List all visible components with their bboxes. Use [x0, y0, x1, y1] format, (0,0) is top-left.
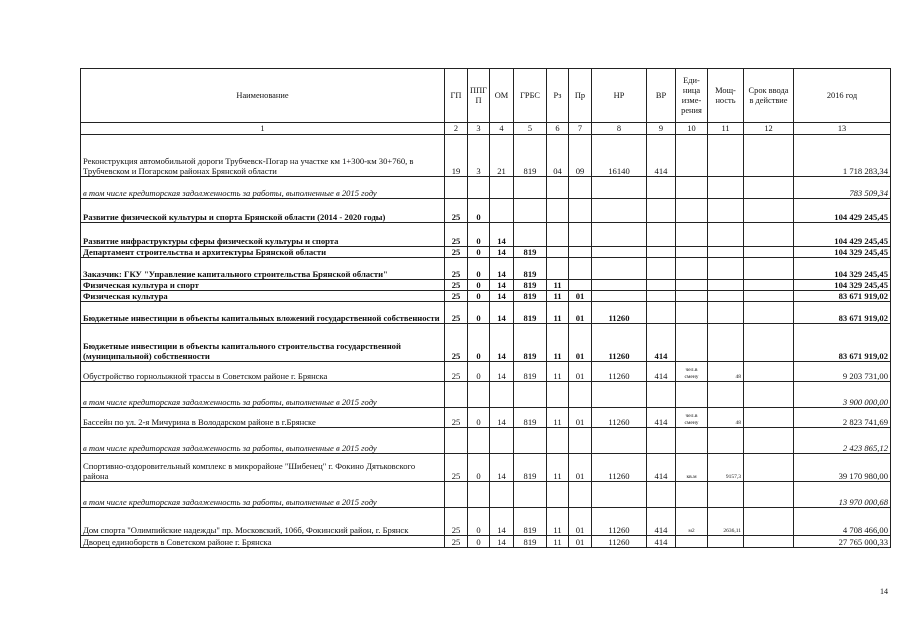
row-name: Бюджетные инвестиции в объекты капитальных вложений государственной собственности	[81, 302, 445, 324]
header-nr: НР	[592, 69, 647, 123]
row-pr	[569, 223, 592, 247]
row-power: 48	[708, 362, 744, 382]
row-om	[490, 199, 514, 223]
header-row	[81, 69, 891, 123]
row-pr: 09	[569, 135, 592, 177]
row-rz: 11	[547, 302, 569, 324]
colnum: 10	[676, 123, 708, 135]
table-row	[81, 324, 891, 362]
row-power	[708, 291, 744, 302]
row-term	[744, 408, 794, 428]
row-unit: чел.в смену	[676, 362, 708, 382]
header-term: Срок ввода в действие	[744, 69, 794, 123]
row-name: в том числе кредиторская задолженность за работы, выполненные в 2015 году	[81, 428, 445, 454]
row-grbs: 819	[514, 247, 547, 258]
row-nr	[592, 223, 647, 247]
table-row	[81, 291, 891, 302]
header-vr: ВР	[647, 69, 676, 123]
row-nr	[592, 258, 647, 280]
row-gp	[445, 382, 468, 408]
colnum: 11	[708, 123, 744, 135]
row-grbs: 819	[514, 280, 547, 291]
row-gp: 25	[445, 362, 468, 382]
row-grbs: 819	[514, 408, 547, 428]
row-nr: 11260	[592, 454, 647, 482]
row-pr: 01	[569, 324, 592, 362]
row-ppgp: 0	[468, 199, 490, 223]
row-power	[708, 177, 744, 199]
table-row	[81, 454, 891, 482]
table-row	[81, 362, 891, 382]
row-gp: 25	[445, 258, 468, 280]
row-gp: 25	[445, 536, 468, 548]
row-name: Физическая культура и спорт	[81, 280, 445, 291]
row-2016: 2 423 865,12	[794, 428, 891, 454]
row-power	[708, 428, 744, 454]
row-gp: 25	[445, 223, 468, 247]
colnum: 7	[569, 123, 592, 135]
row-vr	[647, 482, 676, 508]
row-name: Дом спорта "Олимпийские надежды" пр. Московский, 106б, Фокинский район, г. Брянск	[81, 508, 445, 536]
header-power: Мощ- ность	[708, 69, 744, 123]
row-grbs	[514, 177, 547, 199]
row-power	[708, 135, 744, 177]
row-om: 14	[490, 258, 514, 280]
row-nr: 11260	[592, 362, 647, 382]
row-vr	[647, 291, 676, 302]
row-vr	[647, 428, 676, 454]
row-nr	[592, 482, 647, 508]
table-row	[81, 247, 891, 258]
row-term	[744, 536, 794, 548]
row-ppgp	[468, 482, 490, 508]
row-nr: 11260	[592, 324, 647, 362]
table-row	[81, 280, 891, 291]
row-gp: 25	[445, 280, 468, 291]
row-term	[744, 247, 794, 258]
row-power: 2636,11	[708, 508, 744, 536]
header-unit: Еди- ница изме- рения	[676, 69, 708, 123]
row-power	[708, 280, 744, 291]
row-pr	[569, 199, 592, 223]
row-pr	[569, 280, 592, 291]
row-nr: 11260	[592, 408, 647, 428]
row-vr	[647, 223, 676, 247]
row-unit: м2	[676, 508, 708, 536]
row-2016: 2 823 741,69	[794, 408, 891, 428]
row-2016: 83 671 919,02	[794, 302, 891, 324]
row-ppgp	[468, 382, 490, 408]
row-term	[744, 454, 794, 482]
row-term	[744, 177, 794, 199]
row-om	[490, 482, 514, 508]
row-om: 14	[490, 324, 514, 362]
row-unit	[676, 258, 708, 280]
row-2016: 104 429 245,45	[794, 223, 891, 247]
row-vr	[647, 247, 676, 258]
row-gp	[445, 177, 468, 199]
row-gp: 25	[445, 508, 468, 536]
row-gp: 25	[445, 247, 468, 258]
row-term	[744, 135, 794, 177]
row-term	[744, 382, 794, 408]
row-unit	[676, 536, 708, 548]
row-name: Реконструкция автомобильной дороги Трубчевск-Погар на участке км 1+300-км 30+760, в Трубчевском и Погарском районах Брянской области	[81, 135, 445, 177]
row-om: 21	[490, 135, 514, 177]
header-gp: ГП	[445, 69, 468, 123]
row-nr	[592, 280, 647, 291]
row-pr: 01	[569, 291, 592, 302]
budget-table	[80, 68, 891, 548]
row-pr: 01	[569, 454, 592, 482]
table-row	[81, 382, 891, 408]
table-row	[81, 428, 891, 454]
table-row	[81, 135, 891, 177]
row-2016: 104 329 245,45	[794, 247, 891, 258]
row-om: 14	[490, 362, 514, 382]
table-row	[81, 258, 891, 280]
row-term	[744, 258, 794, 280]
row-ppgp: 3	[468, 135, 490, 177]
row-rz	[547, 223, 569, 247]
row-grbs: 819	[514, 258, 547, 280]
row-name: в том числе кредиторская задолженность за работы, выполненные в 2015 году	[81, 482, 445, 508]
row-vr: 414	[647, 408, 676, 428]
row-rz: 11	[547, 536, 569, 548]
row-gp: 25	[445, 408, 468, 428]
row-unit	[676, 482, 708, 508]
row-unit	[676, 302, 708, 324]
row-grbs	[514, 428, 547, 454]
row-om: 14	[490, 223, 514, 247]
row-2016: 104 329 245,45	[794, 258, 891, 280]
table-row	[81, 408, 891, 428]
row-vr: 414	[647, 454, 676, 482]
row-vr	[647, 177, 676, 199]
row-pr: 01	[569, 362, 592, 382]
row-2016: 1 718 283,34	[794, 135, 891, 177]
row-gp	[445, 482, 468, 508]
row-term	[744, 428, 794, 454]
row-2016: 27 765 000,33	[794, 536, 891, 548]
row-power	[708, 324, 744, 362]
row-name: Развитие инфраструктуры сферы физической культуры и спорта	[81, 223, 445, 247]
row-rz	[547, 382, 569, 408]
row-nr: 11260	[592, 302, 647, 324]
budget-table-sheet	[80, 68, 891, 548]
row-ppgp: 0	[468, 362, 490, 382]
row-term	[744, 280, 794, 291]
row-unit	[676, 135, 708, 177]
row-ppgp: 0	[468, 302, 490, 324]
row-power	[708, 302, 744, 324]
row-unit	[676, 199, 708, 223]
row-vr: 414	[647, 508, 676, 536]
budget-table-body	[81, 135, 891, 548]
row-grbs: 819	[514, 302, 547, 324]
row-nr	[592, 291, 647, 302]
row-power: 9157,3	[708, 454, 744, 482]
row-unit	[676, 291, 708, 302]
row-vr	[647, 280, 676, 291]
row-term	[744, 362, 794, 382]
row-grbs: 819	[514, 362, 547, 382]
row-vr	[647, 258, 676, 280]
row-grbs: 819	[514, 291, 547, 302]
colnum: 6	[547, 123, 569, 135]
row-ppgp: 0	[468, 536, 490, 548]
row-grbs: 819	[514, 324, 547, 362]
header-grbs: ГРБС	[514, 69, 547, 123]
row-rz	[547, 258, 569, 280]
row-pr	[569, 382, 592, 408]
row-nr	[592, 247, 647, 258]
row-om: 14	[490, 536, 514, 548]
row-unit	[676, 177, 708, 199]
header-2016: 2016 год	[794, 69, 891, 123]
row-2016: 4 708 466,00	[794, 508, 891, 536]
row-name: Дворец единоборств в Советском районе г. Брянска	[81, 536, 445, 548]
row-nr	[592, 382, 647, 408]
row-pr: 01	[569, 536, 592, 548]
row-grbs	[514, 223, 547, 247]
row-nr: 11260	[592, 536, 647, 548]
row-grbs: 819	[514, 135, 547, 177]
row-power: 48	[708, 408, 744, 428]
page-number: 14	[880, 587, 888, 596]
colnum: 13	[794, 123, 891, 135]
row-name: Департамент строительства и архитектуры Брянской области	[81, 247, 445, 258]
row-gp: 19	[445, 135, 468, 177]
row-power	[708, 482, 744, 508]
row-om: 14	[490, 408, 514, 428]
row-rz	[547, 199, 569, 223]
row-unit	[676, 382, 708, 408]
row-ppgp: 0	[468, 508, 490, 536]
row-name: в том числе кредиторская задолженность за работы, выполненные в 2015 году	[81, 177, 445, 199]
row-power	[708, 247, 744, 258]
header-pr: Пр	[569, 69, 592, 123]
row-2016: 39 170 980,00	[794, 454, 891, 482]
row-gp: 25	[445, 454, 468, 482]
row-rz: 11	[547, 408, 569, 428]
header-om: ОМ	[490, 69, 514, 123]
row-ppgp: 0	[468, 454, 490, 482]
colnum: 4	[490, 123, 514, 135]
table-row	[81, 482, 891, 508]
row-nr: 11260	[592, 508, 647, 536]
row-grbs: 819	[514, 508, 547, 536]
row-pr	[569, 247, 592, 258]
row-ppgp	[468, 177, 490, 199]
row-2016: 3 900 000,00	[794, 382, 891, 408]
row-rz	[547, 177, 569, 199]
row-2016: 9 203 731,00	[794, 362, 891, 382]
row-nr	[592, 199, 647, 223]
row-name: Обустройство горнолыжной трассы в Советском районе г. Брянска	[81, 362, 445, 382]
row-gp: 25	[445, 302, 468, 324]
row-term	[744, 508, 794, 536]
row-vr	[647, 382, 676, 408]
colnum: 9	[647, 123, 676, 135]
row-rz: 11	[547, 508, 569, 536]
row-power	[708, 382, 744, 408]
row-pr: 01	[569, 408, 592, 428]
row-rz: 11	[547, 362, 569, 382]
row-2016: 104 429 245,45	[794, 199, 891, 223]
colnum: 1	[81, 123, 445, 135]
row-name: Физическая культура	[81, 291, 445, 302]
row-term	[744, 302, 794, 324]
row-term	[744, 291, 794, 302]
row-term	[744, 482, 794, 508]
table-row	[81, 302, 891, 324]
row-om: 14	[490, 280, 514, 291]
row-unit: кв.м	[676, 454, 708, 482]
row-ppgp: 0	[468, 223, 490, 247]
row-unit	[676, 247, 708, 258]
row-unit	[676, 223, 708, 247]
row-vr	[647, 199, 676, 223]
row-2016: 83 671 919,02	[794, 291, 891, 302]
row-power	[708, 258, 744, 280]
row-unit	[676, 324, 708, 362]
row-rz	[547, 247, 569, 258]
row-term	[744, 223, 794, 247]
table-row	[81, 536, 891, 548]
colnum: 3	[468, 123, 490, 135]
row-pr	[569, 428, 592, 454]
row-ppgp: 0	[468, 324, 490, 362]
row-om: 14	[490, 508, 514, 536]
row-pr	[569, 258, 592, 280]
row-ppgp: 0	[468, 280, 490, 291]
row-ppgp	[468, 428, 490, 454]
row-nr	[592, 428, 647, 454]
row-pr: 01	[569, 508, 592, 536]
row-vr	[647, 302, 676, 324]
row-power	[708, 536, 744, 548]
row-ppgp: 0	[468, 247, 490, 258]
row-name: Бюджетные инвестиции в объекты капитального строительства государственной (муниципальной) собственности	[81, 324, 445, 362]
row-rz: 11	[547, 454, 569, 482]
row-unit: чел.в смену	[676, 408, 708, 428]
row-name: Заказчик: ГКУ "Управление капитального строительства Брянской области"	[81, 258, 445, 280]
header-name: Наименование	[81, 69, 445, 123]
row-term	[744, 324, 794, 362]
table-row	[81, 199, 891, 223]
row-om	[490, 177, 514, 199]
row-nr: 16140	[592, 135, 647, 177]
row-grbs: 819	[514, 536, 547, 548]
row-om	[490, 382, 514, 408]
row-grbs: 819	[514, 454, 547, 482]
row-om: 14	[490, 302, 514, 324]
row-ppgp: 0	[468, 408, 490, 428]
row-pr: 01	[569, 302, 592, 324]
row-gp	[445, 428, 468, 454]
colnum: 12	[744, 123, 794, 135]
row-2016: 104 329 245,45	[794, 280, 891, 291]
row-pr	[569, 482, 592, 508]
row-vr: 414	[647, 135, 676, 177]
row-unit	[676, 280, 708, 291]
row-rz: 11	[547, 280, 569, 291]
row-grbs	[514, 199, 547, 223]
row-pr	[569, 177, 592, 199]
row-nr	[592, 177, 647, 199]
table-row	[81, 223, 891, 247]
column-number-row	[81, 123, 891, 135]
row-ppgp: 0	[468, 258, 490, 280]
row-rz: 11	[547, 324, 569, 362]
table-row	[81, 508, 891, 536]
row-rz: 04	[547, 135, 569, 177]
row-name: Спортивно-оздоровительный комплекс в микрорайоне "Шибенец" г. Фокино Дятьковского района	[81, 454, 445, 482]
colnum: 5	[514, 123, 547, 135]
row-vr: 414	[647, 324, 676, 362]
colnum: 2	[445, 123, 468, 135]
row-om: 14	[490, 247, 514, 258]
row-rz	[547, 482, 569, 508]
row-2016: 83 671 919,02	[794, 324, 891, 362]
row-grbs	[514, 482, 547, 508]
row-power	[708, 223, 744, 247]
row-ppgp: 0	[468, 291, 490, 302]
row-2016: 13 970 000,68	[794, 482, 891, 508]
row-unit	[676, 428, 708, 454]
row-name: Бассейн по ул. 2-я Мичурина в Володарском районе в г.Брянске	[81, 408, 445, 428]
row-term	[744, 199, 794, 223]
row-name: Развитие физической культуры и спорта Брянской области (2014 - 2020 годы)	[81, 199, 445, 223]
row-rz: 11	[547, 291, 569, 302]
row-power	[708, 199, 744, 223]
row-2016: 783 509,34	[794, 177, 891, 199]
header-rz: Рз	[547, 69, 569, 123]
row-gp: 25	[445, 291, 468, 302]
row-om: 14	[490, 291, 514, 302]
row-om	[490, 428, 514, 454]
row-gp: 25	[445, 324, 468, 362]
row-grbs	[514, 382, 547, 408]
row-vr: 414	[647, 536, 676, 548]
row-om: 14	[490, 454, 514, 482]
row-rz	[547, 428, 569, 454]
row-name: в том числе кредиторская задолженность за работы, выполненные в 2015 году	[81, 382, 445, 408]
row-gp: 25	[445, 199, 468, 223]
table-row	[81, 177, 891, 199]
colnum: 8	[592, 123, 647, 135]
header-ppgp: ППГ П	[468, 69, 490, 123]
row-vr: 414	[647, 362, 676, 382]
